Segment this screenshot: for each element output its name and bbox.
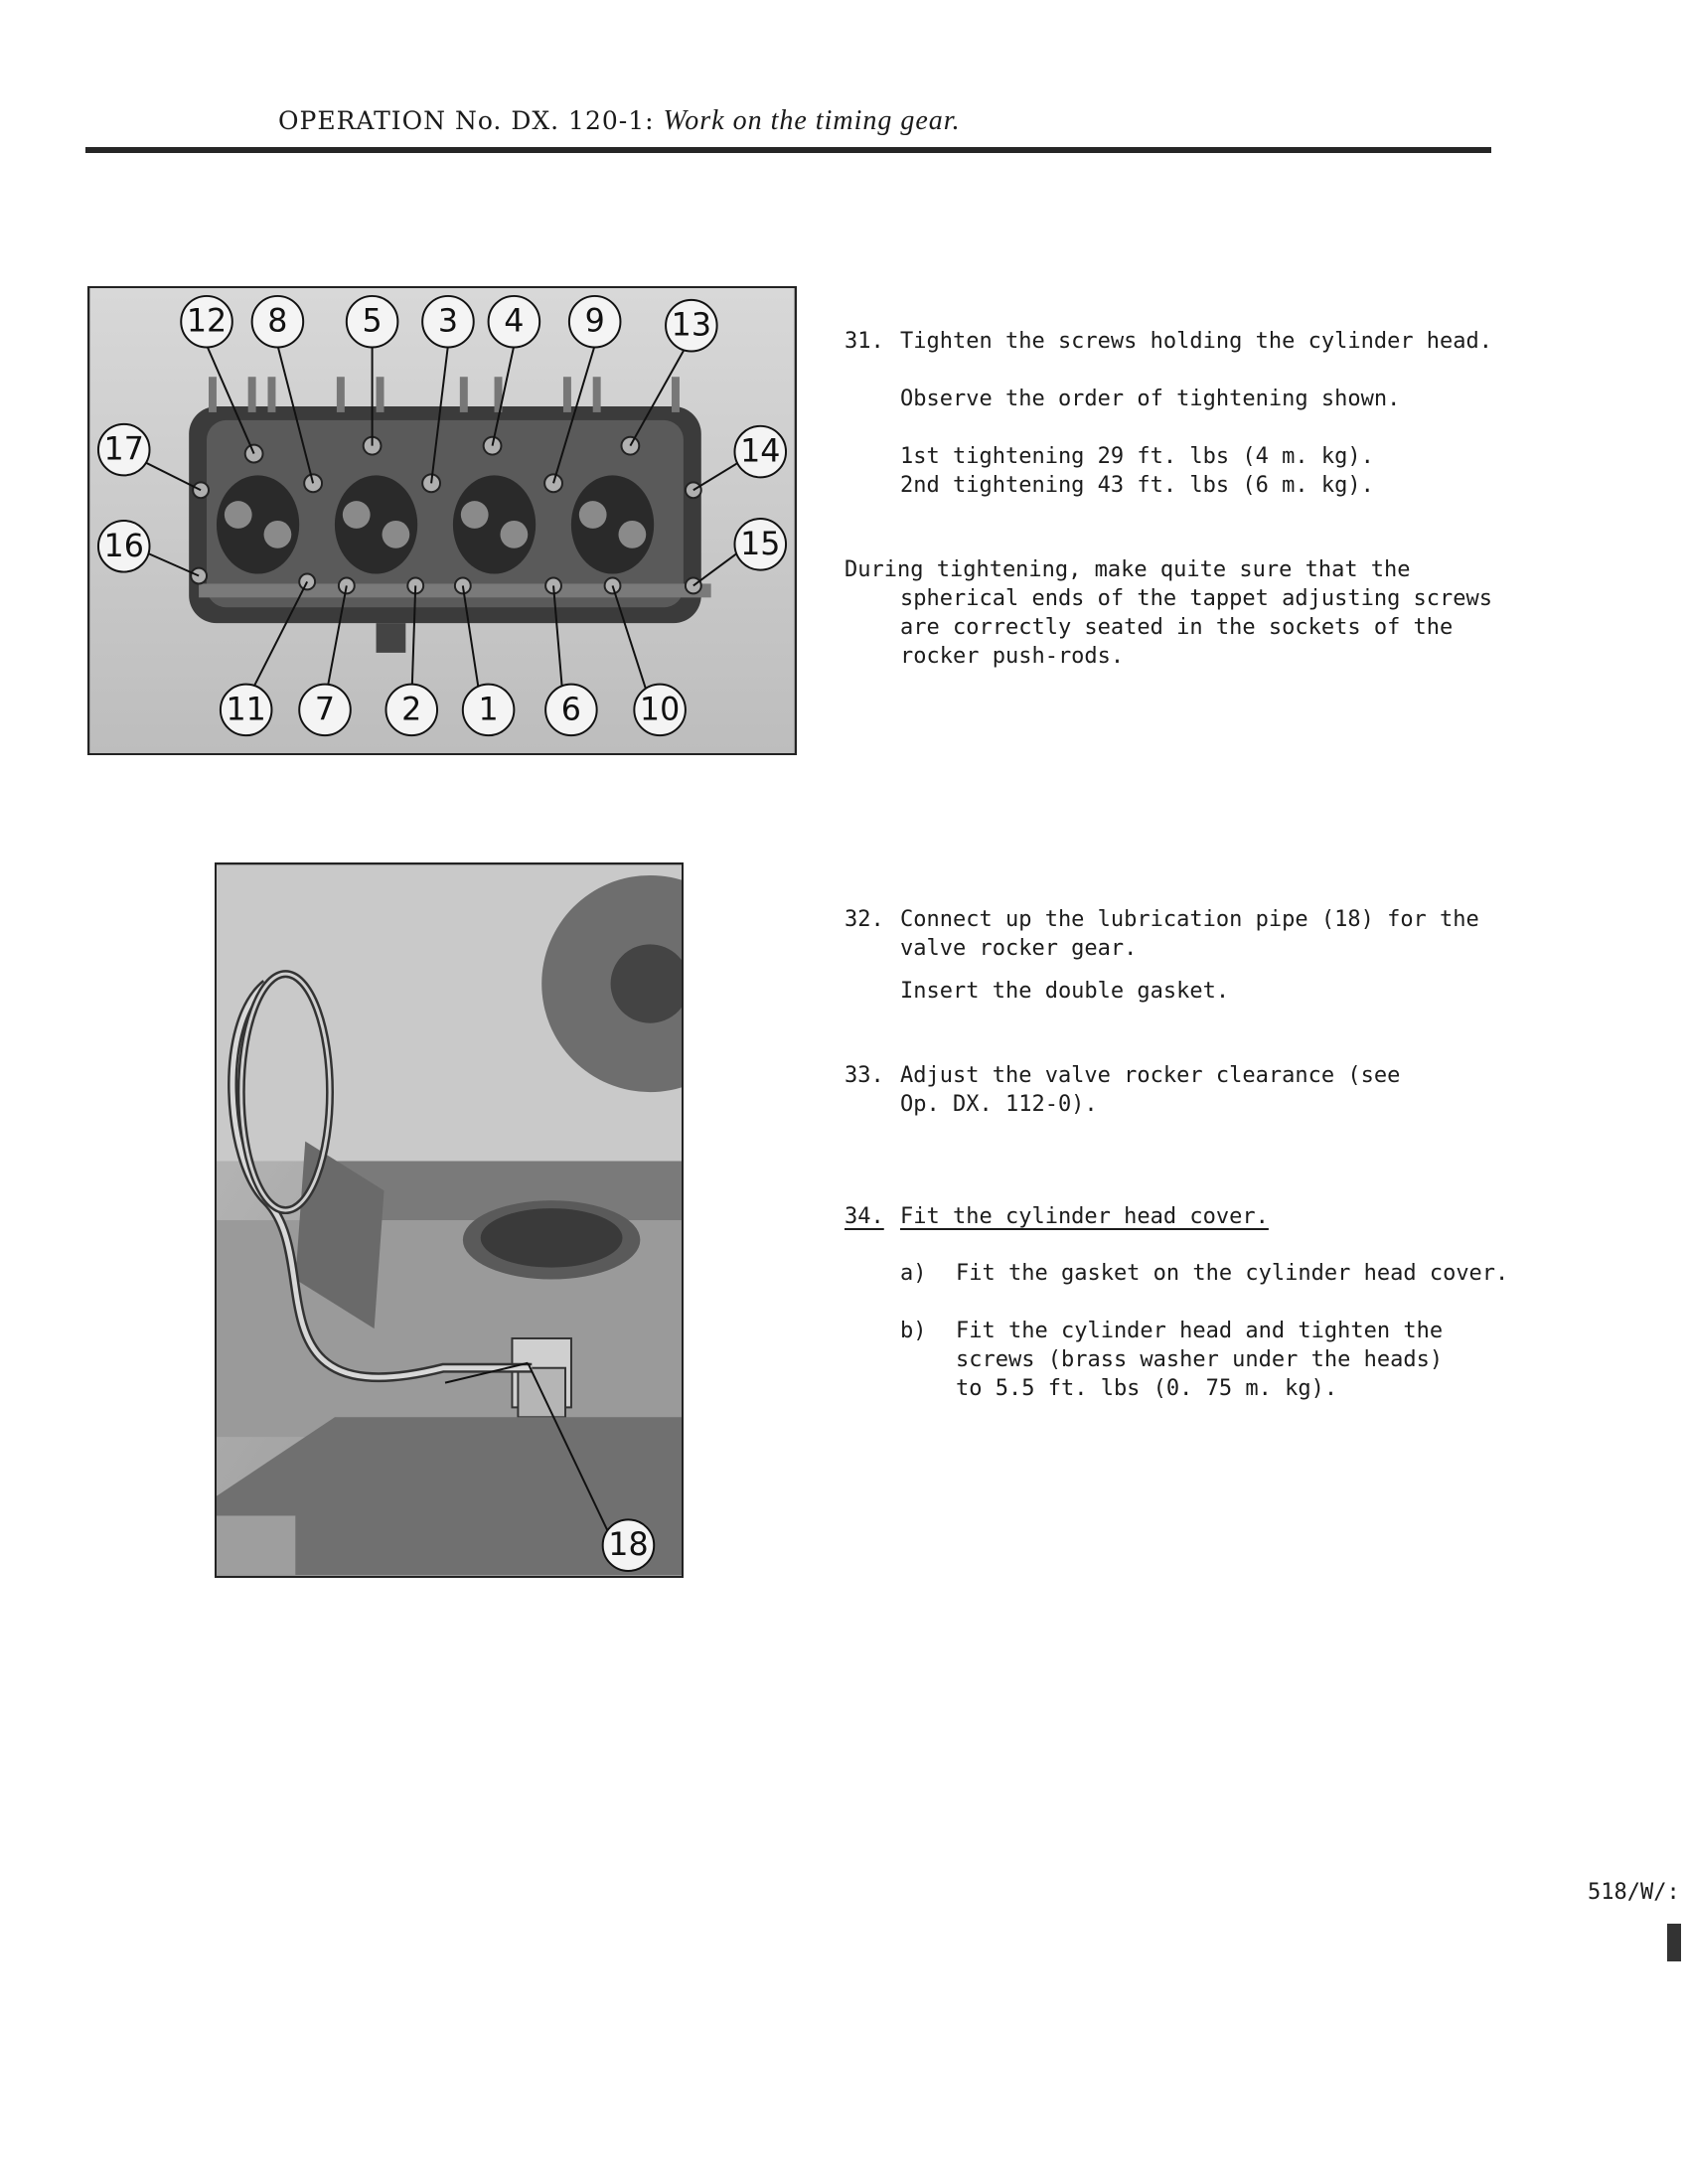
operation-number: OPERATION No. DX. 120-1: [278, 106, 655, 135]
callout-14: 14 [740, 433, 781, 470]
step-34-a-label: a) [900, 1261, 927, 1286]
callout-17: 17 [103, 431, 144, 468]
page-header [278, 105, 961, 137]
header-rule [85, 147, 1491, 153]
callout-13: 13 [671, 307, 712, 344]
callout-10: 10 [639, 692, 681, 728]
lubrication-pipe-illustration [217, 864, 682, 1576]
step-31-first-tightening: 1st tightening 29 ft. lbs (4 m. kg). [900, 444, 1374, 469]
callout-9: 9 [584, 303, 605, 340]
callout-4: 4 [504, 303, 525, 340]
step-32-line3: Insert the double gasket. [900, 979, 1230, 1004]
step-34-b-label: b) [900, 1319, 927, 1343]
step-31-number: 31. [844, 329, 884, 354]
callout-2: 2 [401, 692, 422, 728]
step-31-note-line3: are correctly seated in the sockets of the [900, 615, 1454, 640]
step-32-line1: Connect up the lubrication pipe (18) for the [900, 907, 1479, 932]
callout-8: 8 [267, 303, 288, 340]
step-33-line2: Op. DX. 112-0). [900, 1092, 1098, 1117]
step-34-title: Fit the cylinder head cover. [900, 1204, 1269, 1229]
lubrication-pipe-photo [215, 862, 684, 1578]
step-32-line2: valve rocker gear. [900, 936, 1138, 961]
callout-6: 6 [560, 692, 581, 728]
margin-mark [1667, 1924, 1681, 1961]
step-33-number: 33. [844, 1063, 884, 1088]
step-34-number: 34. [844, 1204, 884, 1229]
step-31-text: Tighten the screws holding the cylinder head. [900, 329, 1493, 354]
callout-11: 11 [226, 692, 266, 728]
step-32-number: 32. [844, 907, 884, 932]
callout-7: 7 [314, 692, 336, 728]
cylinder-head-photo [87, 286, 797, 755]
callout-12: 12 [186, 303, 228, 340]
step-34-a-text: Fit the gasket on the cylinder head cover. [956, 1261, 1509, 1286]
callout-5: 5 [362, 303, 383, 340]
step-31-second-tightening: 2nd tightening 43 ft. lbs (6 m. kg). [900, 473, 1374, 498]
callout-18: 18 [608, 1527, 649, 1564]
callout-1: 1 [478, 692, 499, 728]
step-33-line1: Adjust the valve rocker clearance (see [900, 1063, 1401, 1088]
page-reference: 518/W/: [1588, 1880, 1680, 1905]
callout-3: 3 [437, 303, 459, 340]
step-34-b-line1: Fit the cylinder head and tighten the [956, 1319, 1444, 1343]
cylinder-head-illustration [89, 288, 795, 753]
callout-15: 15 [740, 526, 781, 562]
callout-16: 16 [103, 528, 144, 564]
step-31-order: Observe the order of tightening shown. [900, 387, 1401, 411]
step-31-note-line4: rocker push-rods. [900, 644, 1125, 669]
step-34-b-line3: to 5.5 ft. lbs (0. 75 m. kg). [956, 1376, 1338, 1401]
step-31-note-line2: spherical ends of the tappet adjusting screws [900, 586, 1493, 611]
operation-title: Work on the timing gear. [663, 105, 961, 136]
step-31-note-line1: During tightening, make quite sure that the [844, 557, 1411, 582]
step-34-b-line2: screws (brass washer under the heads) [956, 1347, 1444, 1372]
